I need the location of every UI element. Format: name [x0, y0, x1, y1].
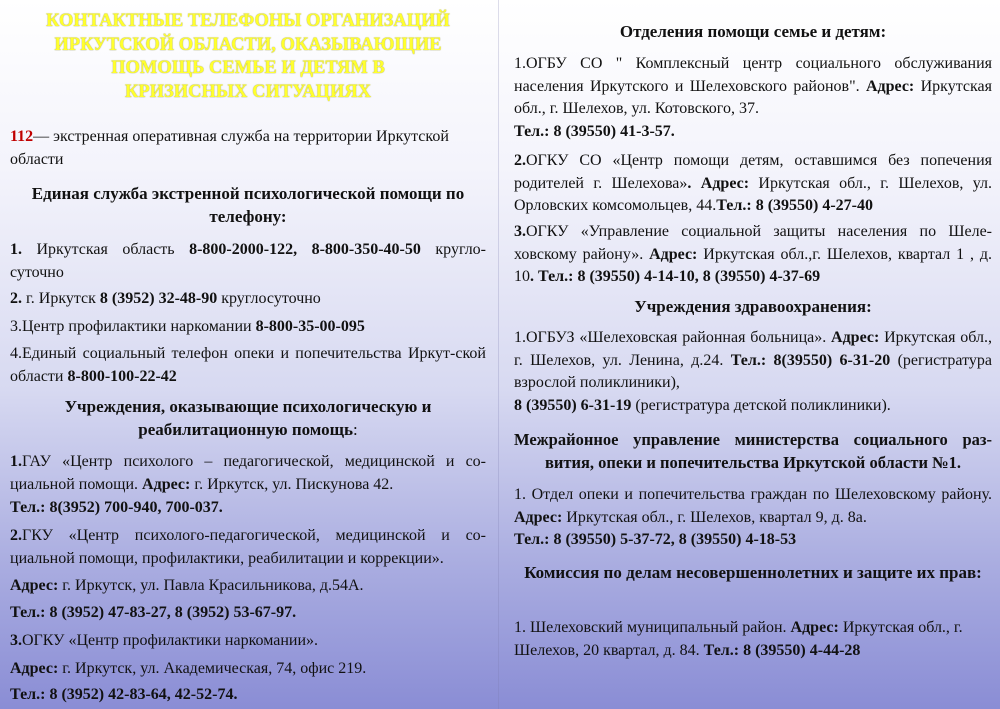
health-item-1-name: 1.ОГБУЗ «Шелеховская районная больница». — [514, 329, 832, 346]
gau-tel-label: Тел.: — [10, 499, 46, 516]
health-heading: Учреждения здравоохранения: — [634, 297, 872, 316]
psych-item-4-phones: 8-800-100-22-42 — [67, 367, 177, 385]
family-item-3-tel: 8 (39550) 4-14-10, 8 (39550) 4-37-69 — [573, 268, 821, 285]
rehab-heading-colon: : — [353, 420, 358, 439]
psych-item-1-num: 1. — [10, 241, 22, 258]
health-item-1-address: Иркутская обл., г. Шелехов, ул. Ленина, д.24. — [514, 329, 992, 369]
family-item-2-address-label: Адрес: — [700, 174, 750, 192]
ogku-address-label: Адрес: — [10, 660, 59, 677]
ministry-item-1-address-label: Адрес: — [514, 508, 563, 526]
rehab-heading-text: Учреждения, оказывающие психологическую и реабилитационную помощь — [64, 397, 432, 439]
gku-address: г. Иркутск, ул. Павла Красильникова, д.54А. — [58, 577, 364, 594]
ogku-num: 3. — [10, 632, 22, 649]
family-item-3 — [514, 221, 992, 289]
commission-item-1-tel: 8 (39550) 4-44-28 — [739, 641, 861, 659]
gau-phone — [10, 497, 486, 520]
gau-name: ГАУ «Центр психолого – педагогической, медицинской и со-циальной помощи. — [10, 453, 486, 493]
family-item-1 — [514, 53, 992, 143]
gku-address-label: Адрес: — [10, 577, 59, 594]
family-item-2-num: 2. — [514, 152, 526, 169]
emergency-number: 112 — [10, 128, 34, 145]
family-item-2-dot: . — [687, 174, 701, 192]
psych-item-4 — [10, 343, 486, 388]
ogku-address-line — [10, 658, 486, 681]
family-heading: Отделения помощи семье и детям: — [619, 22, 887, 41]
ministry-item-1-address: Иркутская обл., г. Шелехов, квартал 9, д. 8а. — [562, 508, 867, 526]
ministry-item-1-tel-label: Тел.: — [514, 531, 550, 548]
title-line-1: КОНТАКТНЫЕ ТЕЛЕФОНЫ ОРГАНИЗАЦИЙ — [46, 11, 450, 31]
family-item-1-tel: 8 (39550) 41-3-57. — [549, 122, 675, 140]
gku-tel-label: Тел.: — [10, 604, 46, 621]
family-item-2-tel: 8 (39550) 4-27-40 — [751, 197, 873, 214]
emergency-line — [10, 126, 486, 171]
ogku-tel-label: Тел.: — [10, 686, 46, 703]
health-item-1-tel-label: Тел.: — [730, 351, 767, 369]
gku-phone — [10, 602, 486, 625]
commission-item-1-tel-label: Тел.: — [703, 641, 740, 659]
gau-address: г. Иркутск, ул. Пискунова 42. — [190, 475, 394, 493]
ministry-item-1-tel: 8 (39550) 5-37-72, 8 (39550) 4-18-53 — [549, 531, 797, 548]
family-item-2 — [514, 150, 992, 218]
psych-item-2-text: г. Иркутск — [22, 290, 100, 307]
psych-service-heading: Единая служба экстренной психологической помощи по телефону: — [31, 184, 465, 226]
family-item-3-tel-label: Тел.: — [538, 268, 574, 285]
ogku-entry — [10, 630, 486, 653]
gku-tel: 8 (3952) 47-83-27, 8 (3952) 53-67-97. — [45, 604, 297, 621]
psych-item-1-phones: 8-800-2000-122, 8-800-350-40-50 — [189, 241, 421, 258]
psych-item-2-num: 2. — [10, 290, 22, 307]
psych-item-1 — [10, 239, 486, 284]
family-item-1-name: 1.ОГБУ СО " Комплексный центр социального обслуживания населения Иркутского и Шелеховского районов". — [514, 55, 992, 95]
family-item-3-address-label: Адрес: — [649, 245, 698, 263]
left-column — [10, 0, 486, 709]
health-item-1-note-1: (регистратура взрослой поликлиники), — [514, 351, 992, 391]
ogku-tel: 8 (3952) 42-83-64, 42-52-74. — [45, 686, 238, 703]
gau-num: 1. — [10, 453, 22, 470]
title-line-2: ИРКУТСКОЙ ОБЛАСТИ, ОКАЗЫВАЮЩИЕ — [54, 34, 442, 55]
commission-item-1-address: Иркутская обл., г. Шелехов, 20 квартал, д. 84. — [514, 619, 963, 659]
commission-item-1-name: 1. Шелеховский муниципальный район. — [514, 619, 791, 636]
ogku-name: ОГКУ «Центр профилактики наркомании». — [22, 632, 319, 649]
gku-num: 2. — [10, 527, 22, 544]
health-item-1-tel-2: 8 (39550) 6-31-19 — [514, 396, 632, 414]
ogku-address: г. Иркутск, ул. Академическая, 74, офис 219. — [58, 660, 367, 677]
ministry-heading: Межрайонное управление министерства социального раз-вития, опеки и попечительства Иркутской области №1. — [514, 430, 992, 472]
leaflet-title — [10, 10, 486, 104]
commission-item-1 — [514, 617, 974, 662]
family-item-2-name: ОГКУ СО «Центр помощи детям, оставшимся без попечения родителей г. Шелехова» — [514, 152, 992, 192]
gau-address-label: Адрес: — [142, 475, 191, 493]
gku-name: ГКУ «Центр психолого-педагогической, медицинской и со-циальной помощи, профилактики, реабилитации и коррекции». — [10, 527, 486, 567]
psych-item-4-num: 4. — [10, 345, 22, 362]
emergency-text: — экстренная оперативная служба на территории Иркутской области — [10, 128, 449, 168]
psych-item-1-text: Иркутская область — [22, 241, 190, 258]
column-divider — [498, 0, 499, 709]
psych-item-3-num: 3. — [10, 318, 22, 335]
psych-item-2-tail: круглосуточно — [217, 290, 321, 307]
title-line-3: ПОМОЩЬ СЕМЬЕ И ДЕТЯМ В — [111, 58, 385, 78]
ogku-phone — [10, 684, 486, 707]
family-item-3-num: 3. — [514, 223, 526, 240]
family-item-1-address: Иркутская обл., г. Шелехов, ул. Котовского, 37. — [514, 77, 992, 117]
right-column — [514, 0, 992, 709]
commission-heading: Комиссия по делам несовершеннолетних и защите их прав: — [524, 563, 982, 582]
health-item-1 — [514, 327, 992, 417]
gau-entry — [10, 451, 486, 496]
psych-item-3 — [10, 316, 486, 339]
title-line-4: КРИЗИСНЫХ СИТУАЦИЯХ — [124, 81, 372, 102]
family-item-2-address: Иркутская обл., г. Шелехов, ул. Орловских комсомольцев, 44. — [514, 174, 993, 214]
ministry-item-1 — [514, 484, 992, 552]
health-item-1-tel-1: 8(39550) 6-31-20 — [766, 351, 891, 369]
commission-item-1-address-label: Адрес: — [790, 619, 839, 636]
rehab-heading — [10, 395, 486, 441]
health-item-1-note-2: (регистратура детской поликлиники). — [631, 396, 891, 414]
gku-address-line — [10, 575, 486, 598]
psych-item-2 — [10, 288, 486, 311]
family-item-3-dot: . — [530, 268, 538, 285]
family-item-1-address-label: Адрес: — [865, 77, 915, 95]
gku-entry — [10, 525, 486, 570]
family-item-2-tel-label: Тел.: — [716, 197, 752, 214]
ministry-item-1-name: 1. Отдел опеки и попечительства граждан по Шелеховскому району. — [514, 486, 992, 503]
family-item-1-tel-label: Тел.: — [514, 122, 550, 140]
psych-item-3-phones: 8-800-35-00-095 — [255, 318, 365, 335]
psych-item-4-text: Единый социальный телефон опеки и попечительства Иркут-ской области — [10, 345, 486, 385]
family-item-3-name: ОГКУ «Управление социальной защиты населения по Шеле-ховскому району». — [514, 223, 992, 263]
psych-item-1-tail: кругло-суточно — [10, 241, 487, 281]
gau-tel: 8(3952) 700-940, 700-037. — [45, 499, 223, 516]
psych-item-2-phones: 8 (3952) 32-48-90 — [99, 290, 218, 307]
health-item-1-address-label: Адрес: — [831, 329, 880, 346]
family-item-3-address: Иркутская обл.,г. Шелехов, квартал 1 , д. 10 — [514, 245, 992, 285]
psych-item-3-text: Центр профилактики наркомании — [22, 318, 256, 335]
